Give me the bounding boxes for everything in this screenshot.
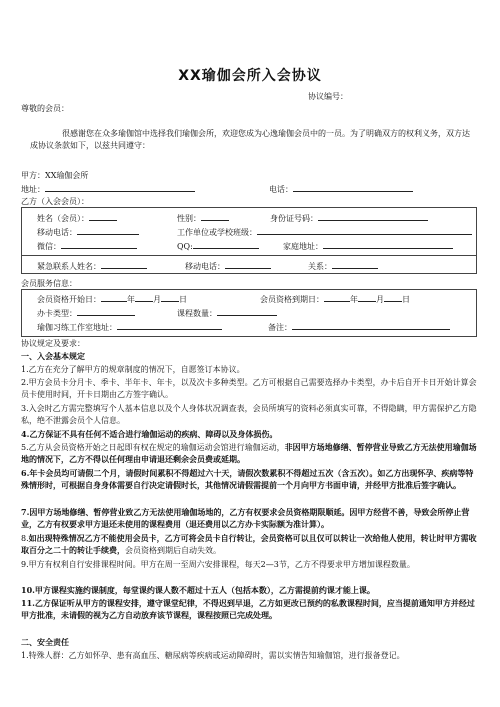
clause-number: 11. — [21, 598, 35, 608]
member-name-row — [37, 212, 117, 225]
clause-2 — [21, 377, 477, 400]
clause-1 — [21, 364, 477, 376]
member-mobile-label: 移动电话： — [37, 228, 77, 237]
start-day-field[interactable] — [161, 293, 179, 302]
emergency-mobile-row — [185, 260, 271, 273]
member-name-label: 姓名（会员）： — [37, 214, 89, 223]
end-year-field[interactable] — [324, 293, 350, 302]
clause-number: 1. — [21, 365, 29, 374]
start-date-label: 会员资格开始日： — [37, 295, 101, 304]
clause-text: 乙方保证听从甲方的课程安排，遵守课堂纪律，不得迟到早退，乙方如更改已预约的私教课程时间，应当提前通知甲方并经过甲方批准，未请假的视为乙方自动放弃该节课程，课程按照已完成处理。 — [21, 598, 475, 620]
party-a-phone — [269, 183, 413, 196]
remark-label: 备注： — [268, 323, 292, 332]
clause-text: 因甲方场地修缮、暂停营业致乙方无法使用瑜伽场地的，乙方有权要求会员资格期限顺延。因甲方经营不善，导致会所停止营业，乙方有权要求甲方退还未使用的课程费用（退还费用以乙方办卡实际额为准计算）。 — [21, 507, 470, 529]
emergency-relation-row — [308, 260, 378, 273]
clause-number: 2. — [21, 378, 29, 387]
course-count-field[interactable] — [217, 307, 277, 316]
end-month-unit: 月 — [376, 295, 384, 304]
clause-10 — [21, 585, 477, 597]
course-count-row — [177, 307, 277, 320]
member-qq-label: QQ: — [177, 242, 193, 251]
emergency-name-label: 紧急联系人姓名： — [37, 262, 101, 271]
intro-paragraph: 很感谢您在众多瑜伽馆中选择我们瑜伽会所，欢迎您成为心逸瑜伽会员中的一员。为了明确双方的权利义务，双方达成协议条款如下，以兹共同遵守： — [30, 129, 470, 150]
clause-8 — [21, 533, 477, 556]
clause-text: 乙方保证不具有任何不适合进行瑜伽运动的疾病、障碍以及身体损伤。 — [29, 429, 278, 439]
start-year-field[interactable] — [101, 293, 127, 302]
safety-clause-1: 1.特殊人群：乙方如怀孕、患有高血压、糖尿病等疾病或运动障碍时，需以实情告知瑜伽馆，进行报备登记。 — [21, 651, 405, 660]
member-mobile-field[interactable] — [77, 226, 139, 235]
member-wechat-field[interactable] — [61, 240, 137, 249]
party-b-header: 乙方（入会会员）： — [21, 197, 89, 206]
clause-text: 年卡会员均可请假二个月，请假时间累积不得超过六十天，请假次数累积不得超过五次（含五次）。如乙方出现怀孕、疾病等特殊情形时，可根据自身身体需要自行决定请假时长，其他情况请假需提前一个月向甲方书面申请，并经甲方批准后签字确认。 — [21, 468, 474, 490]
end-date-label: 会员资格到期日： — [260, 295, 324, 304]
end-date-row — [260, 293, 410, 306]
party-a-address-label: 地址： — [21, 185, 45, 194]
member-id-field[interactable] — [318, 212, 428, 221]
member-wechat-label: 微信： — [37, 242, 61, 251]
member-workplace-label: 工作单位或学校班级： — [177, 228, 257, 237]
emergency-mobile-field[interactable] — [225, 260, 271, 269]
clause-text-bold: 如出现特殊情况乙方不能使用会员卡，乙方可将会员卡自行转让，会员资格可以且仅可以转让一次给他人使用，转让时甲方需收取百分之二十的转让手续费， — [21, 533, 477, 555]
clause-number: 7. — [21, 507, 30, 517]
section-2-title: 二、安全责任 — [21, 638, 69, 647]
clause-6 — [21, 468, 477, 491]
card-type-label: 办卡类型： — [37, 309, 77, 318]
clause-4 — [21, 429, 477, 441]
studio-address-row — [37, 321, 222, 334]
start-month-field[interactable] — [135, 293, 153, 302]
member-box-divider — [21, 255, 477, 256]
clause-3 — [21, 403, 477, 426]
clause-number: 10. — [21, 585, 35, 595]
member-workplace-row — [177, 226, 472, 239]
member-gender-row — [177, 212, 229, 225]
clause-text-bold: 非因甲方场地修缮、暂停营业导致乙方无法使用瑜伽场地的情况下，乙方不得以任何理由申请退还剩余会员费或延期。 — [21, 442, 477, 464]
greeting: 尊敬的会员： — [21, 104, 69, 113]
section-1-title: 一、入会基本规定 — [21, 352, 85, 361]
remark-field[interactable] — [292, 321, 450, 330]
end-day-unit: 日 — [402, 295, 410, 304]
clause-11 — [21, 598, 477, 621]
clause-text: 乙方在充分了解甲方的规章制度的情况下，自愿签订本协议。 — [28, 365, 245, 374]
clause-number: 3. — [21, 404, 29, 413]
clause-number: 9. — [21, 560, 29, 569]
clause-number: 8. — [21, 534, 29, 543]
end-year-unit: 年 — [350, 295, 358, 304]
party-a-phone-label: 电话： — [269, 185, 293, 194]
card-type-row — [37, 307, 135, 320]
clause-text: 甲方会员卡分月卡、季卡、半年卡、年卡，以及次卡多种类型。乙方可根据自己需要选择办卡类型，办卡后自开卡日开始计算会员卡使用时间，开卡日期由乙方签字确认。 — [21, 378, 477, 399]
start-month-unit: 月 — [153, 295, 161, 304]
emergency-relation-field[interactable] — [332, 260, 378, 269]
clause-number: 4. — [21, 429, 30, 439]
clause-text: 乙方从会员资格开始之日起即有权在规定的瑜伽运动会馆进行瑜伽运动， — [28, 443, 285, 452]
emergency-name-field[interactable] — [101, 260, 147, 269]
member-id-label: 身份证号码： — [270, 214, 318, 223]
member-name-field[interactable] — [89, 212, 117, 221]
end-day-field[interactable] — [384, 293, 402, 302]
clause-text: 甲方课程实施约课制度，每堂课约课人数不超过十五人（包括本数），乙方需提前约课才能上课。 — [34, 585, 375, 595]
member-wechat-row — [37, 240, 137, 253]
member-mobile-row — [37, 226, 139, 239]
party-a-phone-field[interactable] — [293, 183, 413, 192]
emergency-name-row — [37, 260, 147, 273]
card-type-field[interactable] — [77, 307, 135, 316]
clause-9 — [21, 559, 477, 571]
course-count-label: 课程数量： — [177, 309, 217, 318]
contract-number-label: 协议编号： — [308, 92, 348, 101]
start-day-unit: 日 — [179, 295, 187, 304]
studio-address-label: 瑜伽习练工作室地址： — [37, 323, 117, 332]
member-gender-field[interactable] — [201, 212, 229, 221]
page-title: XX瑜伽会所入会协议 — [178, 68, 322, 84]
member-qq-field[interactable] — [193, 240, 259, 249]
clause-7 — [21, 507, 477, 530]
member-home-field[interactable] — [323, 240, 453, 249]
emergency-relation-label: 关系： — [308, 262, 332, 271]
clause-number: 6. — [21, 468, 30, 478]
start-date-row — [37, 293, 187, 306]
clause-5 — [21, 442, 477, 465]
member-gender-label: 性别： — [177, 214, 201, 223]
member-id-row — [270, 212, 428, 225]
remark-row — [268, 321, 450, 334]
party-a-address — [21, 183, 195, 196]
party-a-name: 甲方：XX瑜伽会所 — [21, 171, 89, 180]
member-home-row — [283, 240, 453, 253]
service-header: 会员服务信息： — [21, 279, 77, 288]
member-workplace-field[interactable] — [257, 226, 472, 235]
studio-address-field[interactable] — [117, 321, 222, 330]
emergency-mobile-label: 移动电话： — [185, 262, 225, 271]
clause-text: 甲方有权利自行安排课程时间。甲方在周一至周六安排课程，每天2—3节，乙方不得要求甲方增加课程数量。 — [28, 560, 415, 569]
clause-number: 5. — [21, 443, 29, 452]
clause-text: 入会时乙方需完整填写个人基本信息以及个人身体状况调查表，会员所填写的资料必须真实可靠，不得隐瞒，甲方需保护乙方隐私，绝不泄露会员个人信息。 — [21, 404, 477, 425]
member-qq-row — [177, 240, 259, 253]
party-a-address-field[interactable] — [45, 183, 195, 192]
agreement-header: 协议规定及要求： — [21, 339, 85, 348]
member-home-label: 家庭地址： — [283, 242, 323, 251]
start-year-unit: 年 — [127, 295, 135, 304]
clause-text: 会员资格到期后自动失效。 — [125, 545, 221, 555]
end-month-field[interactable] — [358, 293, 376, 302]
